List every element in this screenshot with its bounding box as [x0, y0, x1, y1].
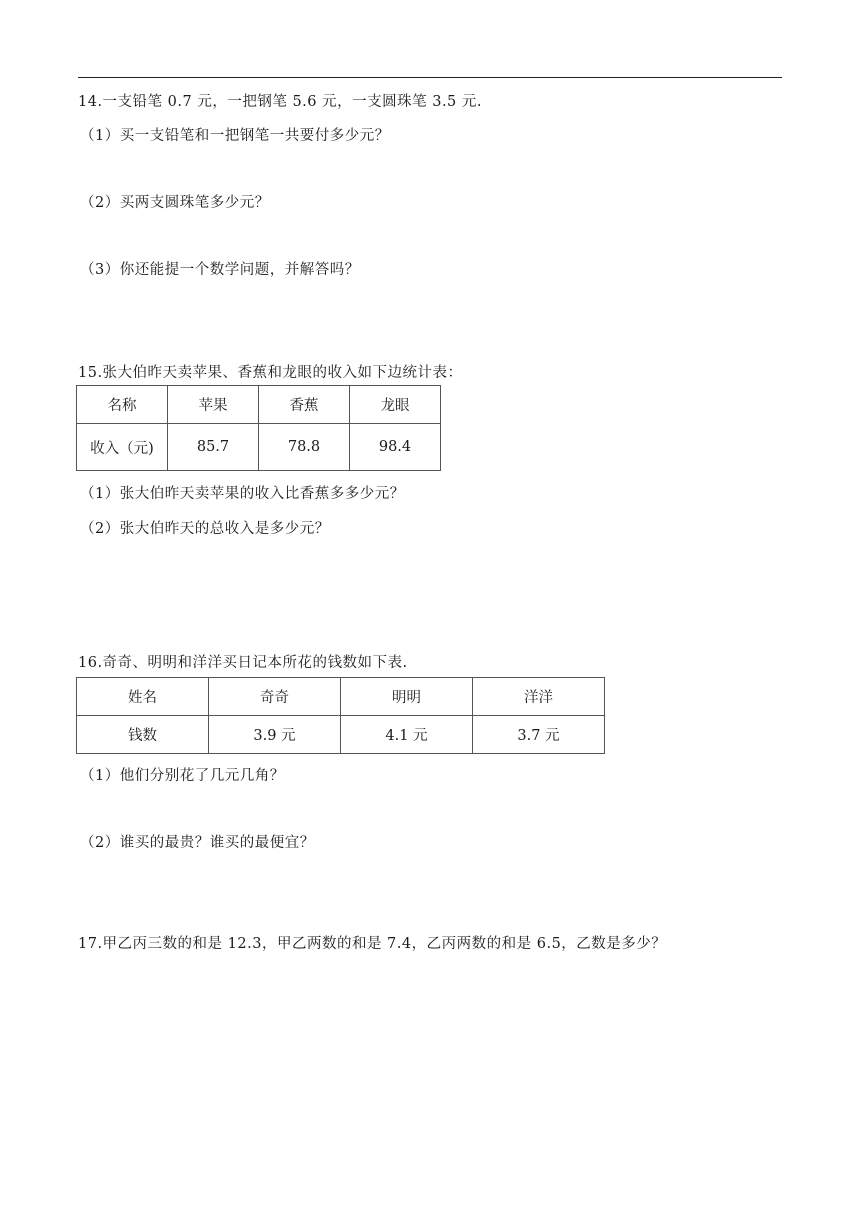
header-rule	[78, 77, 782, 78]
q16-sub2: （2）谁买的最贵？谁买的最便宜？	[80, 835, 315, 851]
q15-value-longan: 98.4	[350, 424, 441, 471]
q16-stem: 16.奇奇、明明和洋洋买日记本所花的钱数如下表.	[78, 655, 408, 671]
q16-value-qiqi: 3.9 元	[209, 716, 341, 754]
q15-income-table	[76, 385, 441, 471]
q16-row-label: 钱数	[77, 716, 209, 754]
q15-sub2: （2）张大伯昨天的总收入是多少元？	[80, 521, 330, 537]
q16-spending-table	[76, 677, 605, 754]
q15-stem: 15.张大伯昨天卖苹果、香蕉和龙眼的收入如下边统计表：	[78, 365, 463, 381]
q16-header-qiqi: 奇奇	[209, 678, 341, 716]
q15-row-label: 收入（元)	[77, 424, 168, 471]
q15-header-banana: 香蕉	[259, 386, 350, 424]
q16-header-name: 姓名	[77, 678, 209, 716]
q16-value-yangyang: 3.7 元	[473, 716, 605, 754]
q15-sub1: （1）张大伯昨天卖苹果的收入比香蕉多多少元？	[80, 486, 405, 502]
q15-value-banana: 78.8	[259, 424, 350, 471]
q16-header-yangyang: 洋洋	[473, 678, 605, 716]
q14-sub2: （2）买两支圆珠笔多少元？	[80, 195, 270, 211]
q16-sub1: （1）他们分别花了几元几角？	[80, 768, 285, 784]
q14-sub1: （1）买一支铅笔和一把钢笔一共要付多少元？	[80, 128, 390, 144]
q17-stem: 17.甲乙丙三数的和是 12.3，甲乙两数的和是 7.4，乙丙两数的和是 6.5，乙数是多少？	[78, 936, 667, 952]
q14-sub3: （3）你还能提一个数学问题，并解答吗？	[80, 262, 360, 278]
q16-header-mingming: 明明	[341, 678, 473, 716]
q16-value-mingming: 4.1 元	[341, 716, 473, 754]
q15-value-apple: 85.7	[168, 424, 259, 471]
q15-header-name: 名称	[77, 386, 168, 424]
q15-header-longan: 龙眼	[350, 386, 441, 424]
q14-stem: 14.一支铅笔 0.7 元，一把钢笔 5.6 元，一支圆珠笔 3.5 元.	[78, 94, 483, 110]
q15-header-apple: 苹果	[168, 386, 259, 424]
